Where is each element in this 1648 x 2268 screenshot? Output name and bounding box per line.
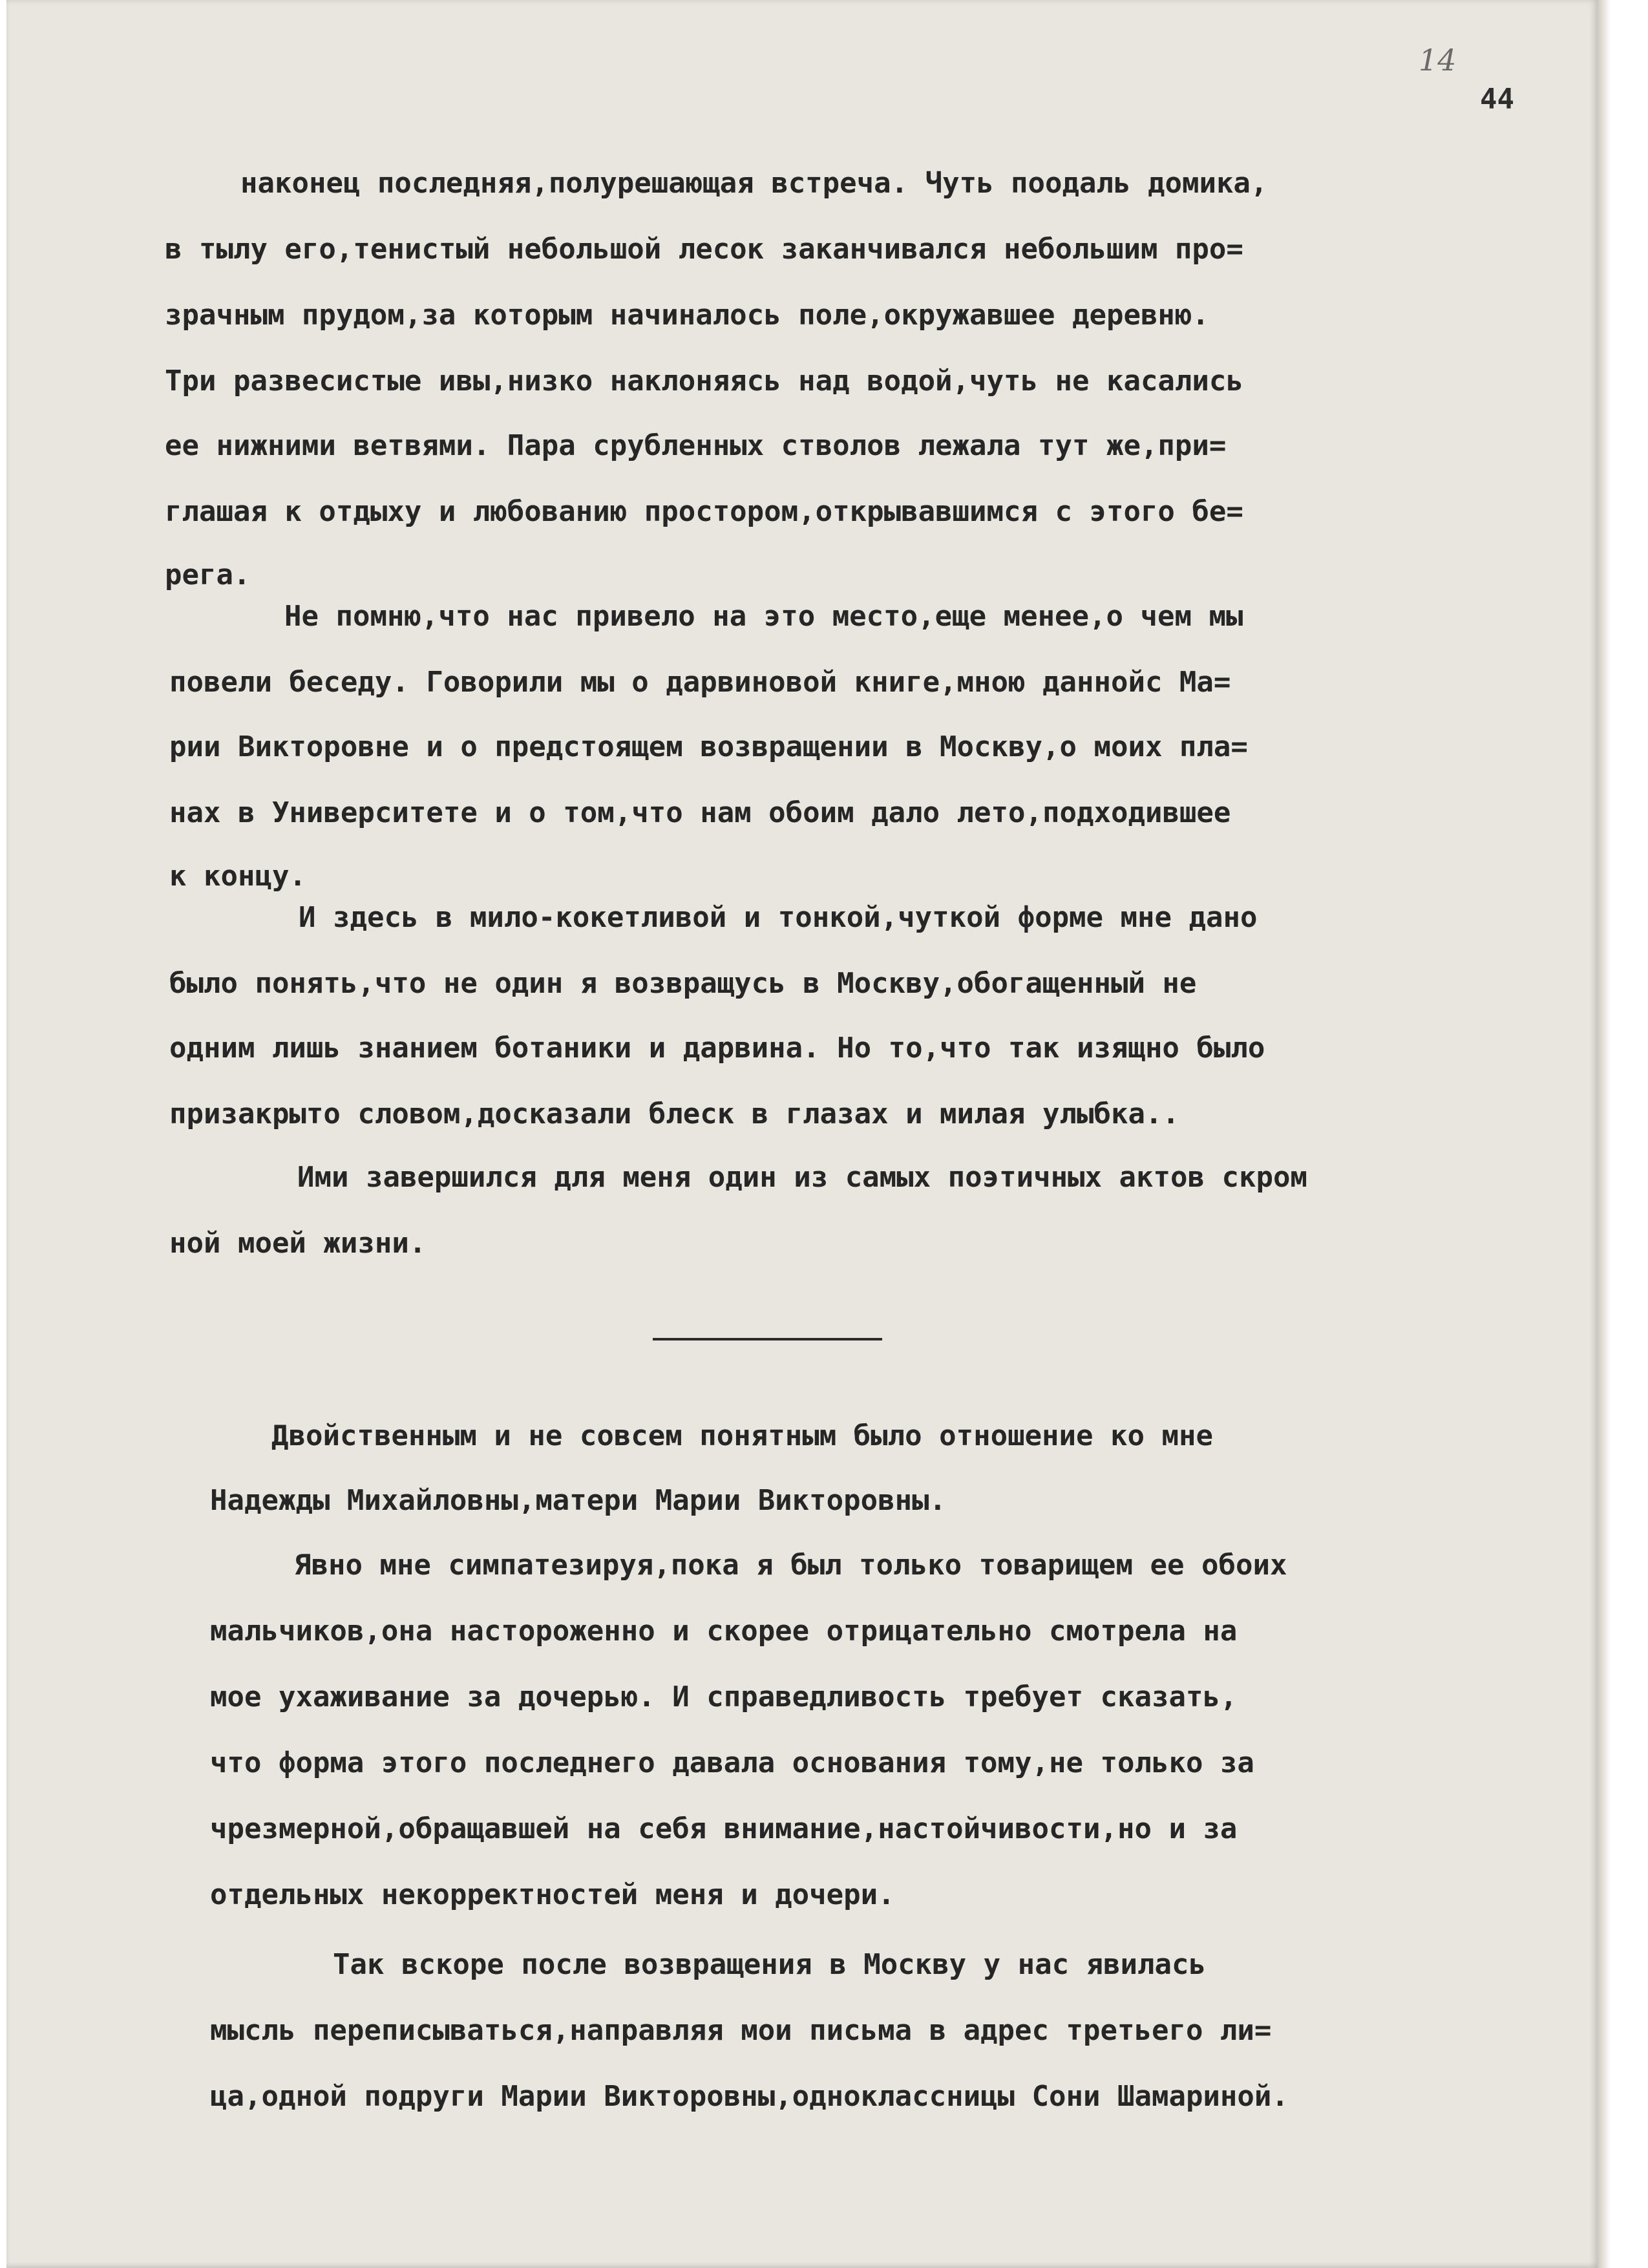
- text-line: рега.: [165, 558, 251, 591]
- section-divider: [653, 1338, 882, 1341]
- page-number: 44: [1480, 83, 1514, 116]
- text-line: ее нижними ветвями. Пара срубленных стволов лежала тут же,при=: [165, 429, 1227, 462]
- text-line: рии Викторовне и о предстоящем возвращении в Москву,о моих пла=: [169, 730, 1248, 763]
- text-line: Двойственным и не совсем понятным было отношение ко мне: [271, 1419, 1213, 1452]
- text-line: глашая к отдыху и любованию простором,открывавшимся с этого бе=: [165, 495, 1243, 528]
- text-line: одним лишь знанием ботаники и дарвина. Но то,что так изящно было: [169, 1032, 1265, 1065]
- text-line: Не помню,что нас привело на это место,еще менее,о чем мы: [284, 600, 1243, 633]
- text-line: ной моей жизни.: [169, 1227, 427, 1260]
- text-line: зрачным прудом,за которым начиналось поле,окружавшее деревню.: [165, 299, 1209, 332]
- text-line: что форма этого последнего давала основания тому,не только за: [210, 1746, 1254, 1779]
- paper-sheet: [6, 0, 1598, 2268]
- text-line: нах в Университете и о том,что нам обоим дало лето,подходившее: [169, 796, 1231, 829]
- text-line: мысль переписываться,направляя мои письма в адрес третьего ли=: [210, 2014, 1272, 2047]
- text-line: наконец последняя,полурешающая встреча. Чуть поодаль домика,: [240, 167, 1268, 200]
- text-line: Три развесистые ивы,низко наклоняясь над водой,чуть не касались: [165, 365, 1243, 397]
- text-line: в тылу его,тенистый небольшой лесок заканчивался небольшим про=: [165, 233, 1243, 266]
- text-line: Так вскоре после возвращения в Москву у нас явилась: [333, 1948, 1207, 1981]
- text-line: чрезмерной,обращавшей на себя внимание,настойчивости,но и за: [210, 1812, 1238, 1845]
- text-line: мальчиков,она настороженно и скорее отрицательно смотрела на: [210, 1615, 1238, 1648]
- text-line: призакрыто словом,досказали блеск в глазах и милая улыбка..: [169, 1097, 1179, 1130]
- text-line: отдельных некорректностей меня и дочери.: [210, 1878, 895, 1911]
- page-edge: [1598, 0, 1611, 2268]
- text-line: мое ухаживание за дочерью. И справедливость требует сказать,: [210, 1680, 1238, 1713]
- text-line: повели беседу. Говорили мы о дарвиновой книге,мною даннойс Ма=: [169, 666, 1231, 699]
- text-line: Ими завершился для меня один из самых поэтичных актов скром: [297, 1161, 1307, 1194]
- text-line: было понять,что не один я возвращусь в Москву,обогащенный не: [169, 967, 1197, 1000]
- text-line: Явно мне симпатезируя,пока я был только товарищем ее обоих: [294, 1549, 1287, 1582]
- text-line: Надежды Михайловны,матери Марии Викторовны.: [210, 1484, 947, 1517]
- handwritten-folio-number: 14: [1419, 43, 1457, 78]
- text-line: И здесь в мило-кокетливой и тонкой,чуткой форме мне дано: [299, 901, 1258, 934]
- text-line: ца,одной подруги Марии Викторовны,одноклассницы Сони Шамариной.: [210, 2080, 1289, 2113]
- text-line: к концу.: [169, 860, 306, 893]
